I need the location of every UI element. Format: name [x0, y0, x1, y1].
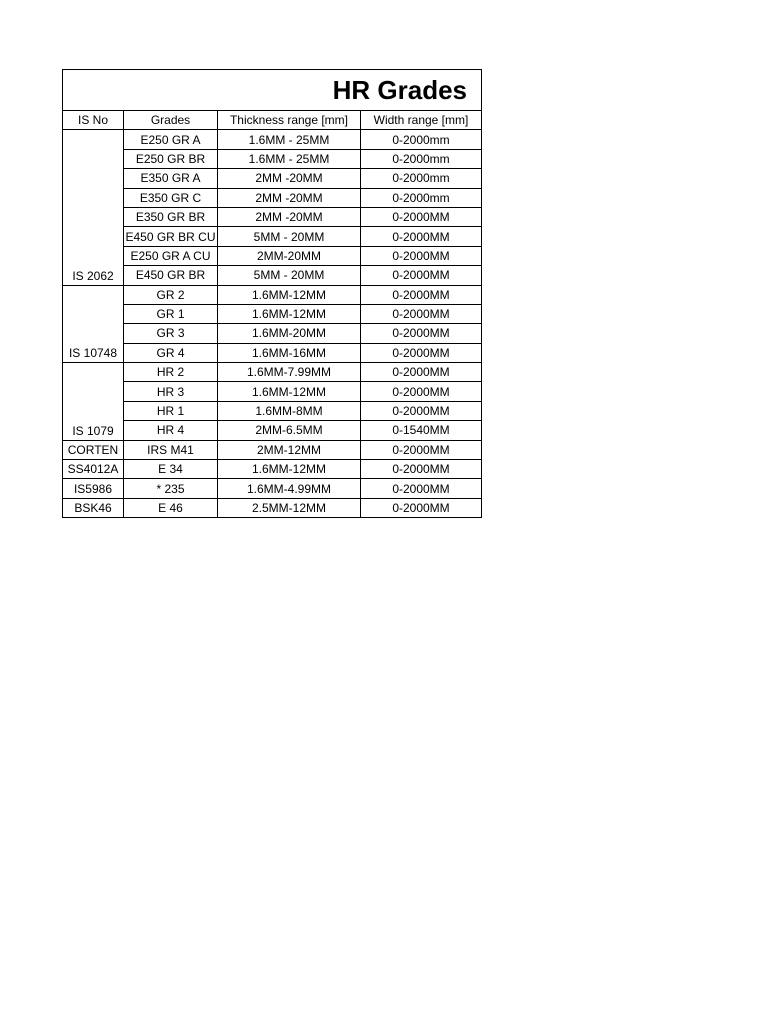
thickness-cell: 2MM-20MM — [218, 246, 361, 265]
header-row — [63, 111, 482, 130]
table-row — [63, 363, 482, 382]
width-cell: 0-2000MM — [361, 207, 482, 226]
grade-cell: E250 GR A — [124, 130, 218, 149]
width-cell: 0-2000MM — [361, 363, 482, 382]
thickness-cell: 2.5MM-12MM — [218, 498, 361, 517]
thickness-cell: 1.6MM-7.99MM — [218, 363, 361, 382]
width-cell: 0-2000MM — [361, 401, 482, 420]
thickness-cell: 1.6MM-12MM — [218, 382, 361, 401]
width-cell: 0-2000MM — [361, 324, 482, 343]
grade-cell: HR 2 — [124, 363, 218, 382]
width-cell: 0-2000MM — [361, 440, 482, 459]
is-no-cell: IS 2062 — [63, 130, 124, 285]
width-cell: 0-2000MM — [361, 266, 482, 285]
width-cell: 0-1540MM — [361, 421, 482, 440]
is-no-cell: IS 1079 — [63, 363, 124, 441]
width-cell: 0-2000MM — [361, 304, 482, 323]
grade-cell: E 46 — [124, 498, 218, 517]
table-row — [63, 246, 482, 265]
grade-cell: GR 4 — [124, 343, 218, 362]
table-row — [63, 188, 482, 207]
grade-cell: IRS M41 — [124, 440, 218, 459]
spreadsheet-sheet — [62, 69, 482, 518]
table-row — [63, 324, 482, 343]
width-cell: 0-2000MM — [361, 227, 482, 246]
width-cell: 0-2000MM — [361, 382, 482, 401]
thickness-cell: 5MM - 20MM — [218, 266, 361, 285]
thickness-cell: 2MM -20MM — [218, 207, 361, 226]
grade-cell: HR 4 — [124, 421, 218, 440]
thickness-cell: 1.6MM-4.99MM — [218, 479, 361, 498]
table-row — [63, 130, 482, 149]
is-no-cell: IS 10748 — [63, 285, 124, 363]
width-cell: 0-2000MM — [361, 285, 482, 304]
table-row — [63, 382, 482, 401]
width-cell: 0-2000MM — [361, 343, 482, 362]
hr-grades-table — [62, 69, 482, 518]
width-cell: 0-2000mm — [361, 188, 482, 207]
thickness-cell: 2MM-12MM — [218, 440, 361, 459]
table-row — [63, 401, 482, 420]
grade-cell: E 34 — [124, 460, 218, 479]
thickness-cell: 5MM - 20MM — [218, 227, 361, 246]
is-no-cell: BSK46 — [63, 498, 124, 517]
thickness-cell: 1.6MM-16MM — [218, 343, 361, 362]
is-no-cell: SS4012A — [63, 460, 124, 479]
table-row — [63, 266, 482, 285]
title-row — [63, 70, 482, 111]
table-row — [63, 498, 482, 517]
width-cell: 0-2000mm — [361, 149, 482, 168]
is-no-cell: CORTEN — [63, 440, 124, 459]
table-row — [63, 479, 482, 498]
header-grades: Grades — [124, 111, 218, 130]
table-body — [63, 130, 482, 518]
thickness-cell: 2MM -20MM — [218, 169, 361, 188]
grade-cell: E250 GR BR — [124, 149, 218, 168]
header-is-no: IS No — [63, 111, 124, 130]
header-width-range: Width range [mm] — [361, 111, 482, 130]
grade-cell: GR 3 — [124, 324, 218, 343]
table-row — [63, 149, 482, 168]
thickness-cell: 2MM-6.5MM — [218, 421, 361, 440]
width-cell: 0-2000MM — [361, 460, 482, 479]
width-cell: 0-2000MM — [361, 479, 482, 498]
grade-cell: HR 1 — [124, 401, 218, 420]
thickness-cell: 1.6MM - 25MM — [218, 149, 361, 168]
thickness-cell: 1.6MM-12MM — [218, 460, 361, 479]
is-no-cell: IS5986 — [63, 479, 124, 498]
grade-cell: E350 GR C — [124, 188, 218, 207]
thickness-cell: 1.6MM-12MM — [218, 285, 361, 304]
table-row — [63, 227, 482, 246]
width-cell: 0-2000mm — [361, 130, 482, 149]
grade-cell: E350 GR BR — [124, 207, 218, 226]
grade-cell: E450 GR BR — [124, 266, 218, 285]
grade-cell: E250 GR A CU — [124, 246, 218, 265]
width-cell: 0-2000MM — [361, 246, 482, 265]
grade-cell: HR 3 — [124, 382, 218, 401]
width-cell: 0-2000MM — [361, 498, 482, 517]
sheet-title: HR Grades — [63, 70, 482, 111]
header-thickness-range: Thickness range [mm] — [218, 111, 361, 130]
grade-cell: GR 1 — [124, 304, 218, 323]
grade-cell: E350 GR A — [124, 169, 218, 188]
thickness-cell: 1.6MM - 25MM — [218, 130, 361, 149]
table-row — [63, 169, 482, 188]
width-cell: 0-2000mm — [361, 169, 482, 188]
grade-cell: GR 2 — [124, 285, 218, 304]
thickness-cell: 2MM -20MM — [218, 188, 361, 207]
thickness-cell: 1.6MM-12MM — [218, 304, 361, 323]
thickness-cell: 1.6MM-20MM — [218, 324, 361, 343]
grade-cell: * 235 — [124, 479, 218, 498]
table-row — [63, 440, 482, 459]
table-row — [63, 207, 482, 226]
table-row — [63, 460, 482, 479]
grade-cell: E450 GR BR CU — [124, 227, 218, 246]
table-row — [63, 304, 482, 323]
table-row — [63, 285, 482, 304]
thickness-cell: 1.6MM-8MM — [218, 401, 361, 420]
table-row — [63, 421, 482, 440]
table-row — [63, 343, 482, 362]
